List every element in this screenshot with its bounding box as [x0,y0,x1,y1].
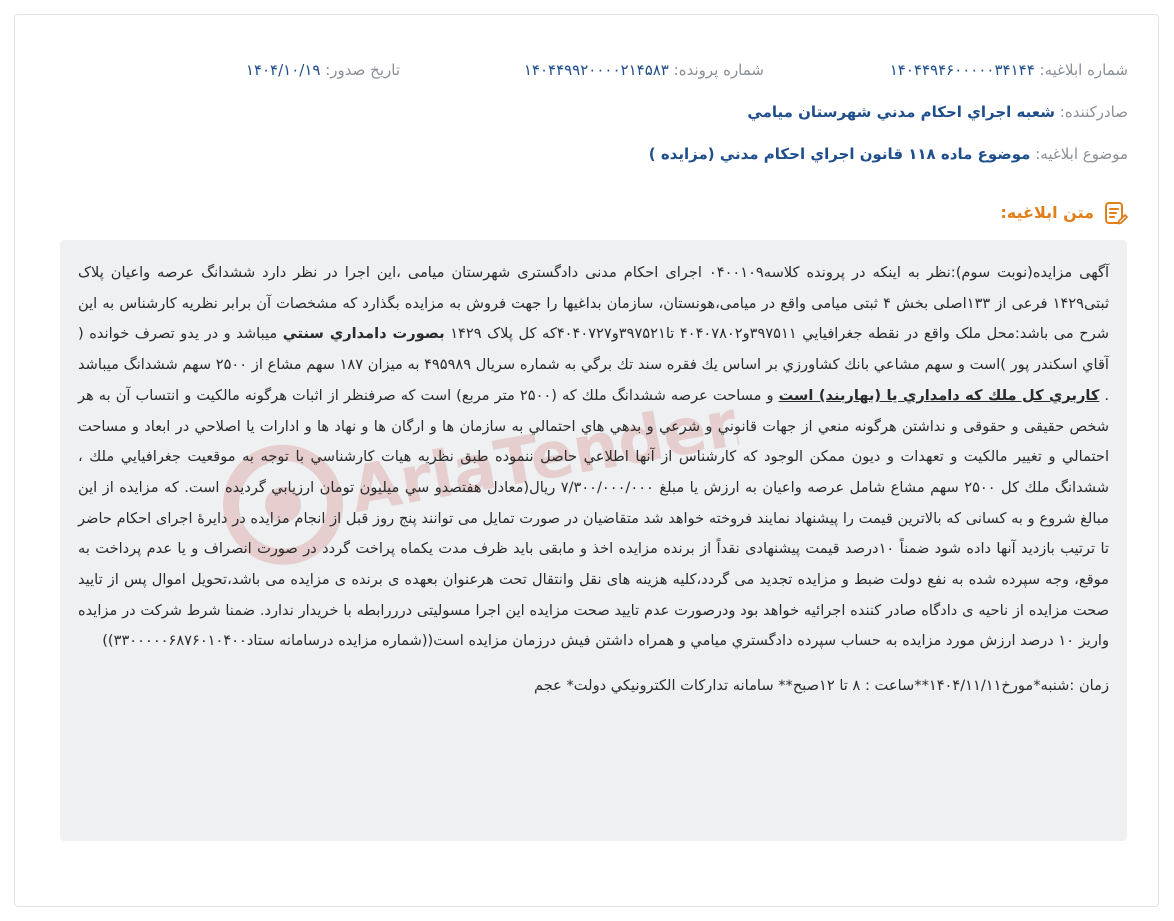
notice-meta-row [60,58,1128,82]
sender-row [747,100,1128,124]
case-number-label: شماره پرونده: [673,61,764,79]
subject-value: موضوع ماده ۱۱۸ قانون اجراي احكام مدني (مزايده ) [648,145,1031,163]
document-edit-icon [1102,200,1128,226]
subject-label: موضوع ابلاغیه: [1035,145,1128,163]
sender-value: شعبه اجراي احكام مدني شهرستان ميامي [747,103,1055,121]
auction-time-line: زمان :شنبه*مورخ۱۴۰۴/۱۱/۱۱**ساعت : ۸ تا ۱۲صبح** سامانه تداركات الكترونيكي دولت* عجم [534,677,1109,695]
issue-date-label: تاریخ صدور: [325,61,400,79]
notice-number-value: ۱۴۰۴۴۹۴۶۰۰۰۰۰۳۴۱۴۴ [889,61,1035,79]
body-part-3: و مساحت عرصه ششدانگ ملك كه (۲۵۰۰ متر مربع) است که صرفنظر از اثبات هرگونه مالکیت و انتساب آن به هر شخص حقیقی و حقوقی و نداشتن هرگونه منعي از جهات قانوني و شرعي و بدهي هاي احتمالي به سازمان ها و ارگان ها و نهاد ها و ادارات يا اصلاحي در ابعاد و مساحت احتمالي و تغيير مالكيت و تعهدات و ديون ممكن الوجود كه كارشناس از آنها اطلاعي حاصل ننموده طبق نظريه هيات كارشناسي با توجه به موقعيت جغرافيايي ملك ، ششدانگ ملك كل ۲۵۰۰ سهم مشاع شامل عرصه واعيان به ارزش يا مبلغ ۷/۳۰۰/۰۰۰/۰۰۰ ريال(معادل هفتصدو سي ميليون تومان ارزيابي گرديده است. كه مزايده از اين مبالغ شروع و به کسانی که بالاترین قیمت را پیشنهاد نمایند فروخته خواهد شد متقاضیان در صورت تمایل می توانند پنج روز قبل از انجام مزایده در دایرۀ اجرای احکام حاضر تا ترتیب بازدید آنها داده شود ضمناً ۱۰درصد قیمت پیشنهادی نقداً از برنده مزایده اخذ و مابقی باید ظرف مدت یکماه پراخت گردد در صورت انصراف و يا عدم پرداخت به موقع، وجه سپرده شده به نفع دولت ضبط و مزايده تجديد می گردد،کلیه هزینه های نقل وانتقال تحت هرعنوان بعهده ی برنده ی مزایده می باشد،تحویل اموال پس از تایید صحت مزایده از ناحیه ی دادگاه صادر کننده اجرائیه خواهد بود ودرصورت عدم تایید صحت مزایده این اجرا مسولیتی درررابطه با خریدار ندارد. ضمنا شرط شركت در مزايده واريز ۱۰ درصد ارزش مورد مزايده به حساب سپرده دادگستري ميامي و همراه داشتن فيش درزمان مزايده است((شماره مزايده درسامانه ستاد۳۳۰۰۰۰۰۶۸۷۶۰۱۰۴۰۰)) [78,386,1110,650]
case-number-value: ۱۴۰۴۴۹۹۲۰۰۰۰۲۱۴۵۸۳ [523,61,669,79]
issue-date-value: ۱۴۰۴/۱۰/۱۹ [245,61,321,79]
notice-text-title: متن ابلاغیه: [1000,203,1094,222]
notice-body-box [60,240,1127,841]
issue-date [246,58,400,82]
svg-text:AriaTender.net: AriaTender.net [345,363,750,529]
body-underline-1: كاربري كل ملك كه دامداري يا (بهاربند) است [778,386,1100,404]
notice-number-label: شماره ابلاغیه: [1039,61,1128,79]
case-number [524,58,764,82]
body-bold-1: بصورت دامداري سنتي [282,325,445,343]
notice-body-paragraph [78,258,1109,657]
body-part-1: آگهی مزایده(نوبت سوم):نظر به اینکه در پرونده کلاسه۰۴۰۰۱۰۹ اجرای احکام مدنی دادگستری شهرستان میامی ،این اجرا در نظر دارد ششدانگ عرصه واعیان پلاک ثبتی۱۴۲۹ فرعی از ۱۳۳اصلی بخش ۴ ثبتی میامی واقع در میامی،هونستان، سازمان بداغیها را جهت فروش به مزایده بگذارد که مشخصات آن برابر نظریه کارشناس به این شرح می باشد:محل ملک واقع در نقطه جغرافيايي ۳۹۷۵۱۱و۴۰۴۰۷۸۰۲ تا۳۹۷۵۲۱و۴۰۴۰۷۲۷که کل پلاک ۱۴۲۹ [78,264,1110,343]
body-part-2: ميباشد و در يدو تصرف خوانده ( آقاي اسكندر پور )است و سهم مشاعي بانك كشاورزي بر اساس يك فقره سند تك برگي به شماره سريال ۴۹۵۹۸۹ به ميزان ۱۸۷ سهم مشاع از ۲۵۰۰ سهم ششدانگ ميباشد . [78,325,1109,404]
sender-label: صادرکننده: [1059,103,1128,121]
notice-number [890,58,1128,82]
subject-row [649,142,1128,166]
notice-body-text [78,258,1109,657]
notice-text-heading [1000,200,1128,226]
